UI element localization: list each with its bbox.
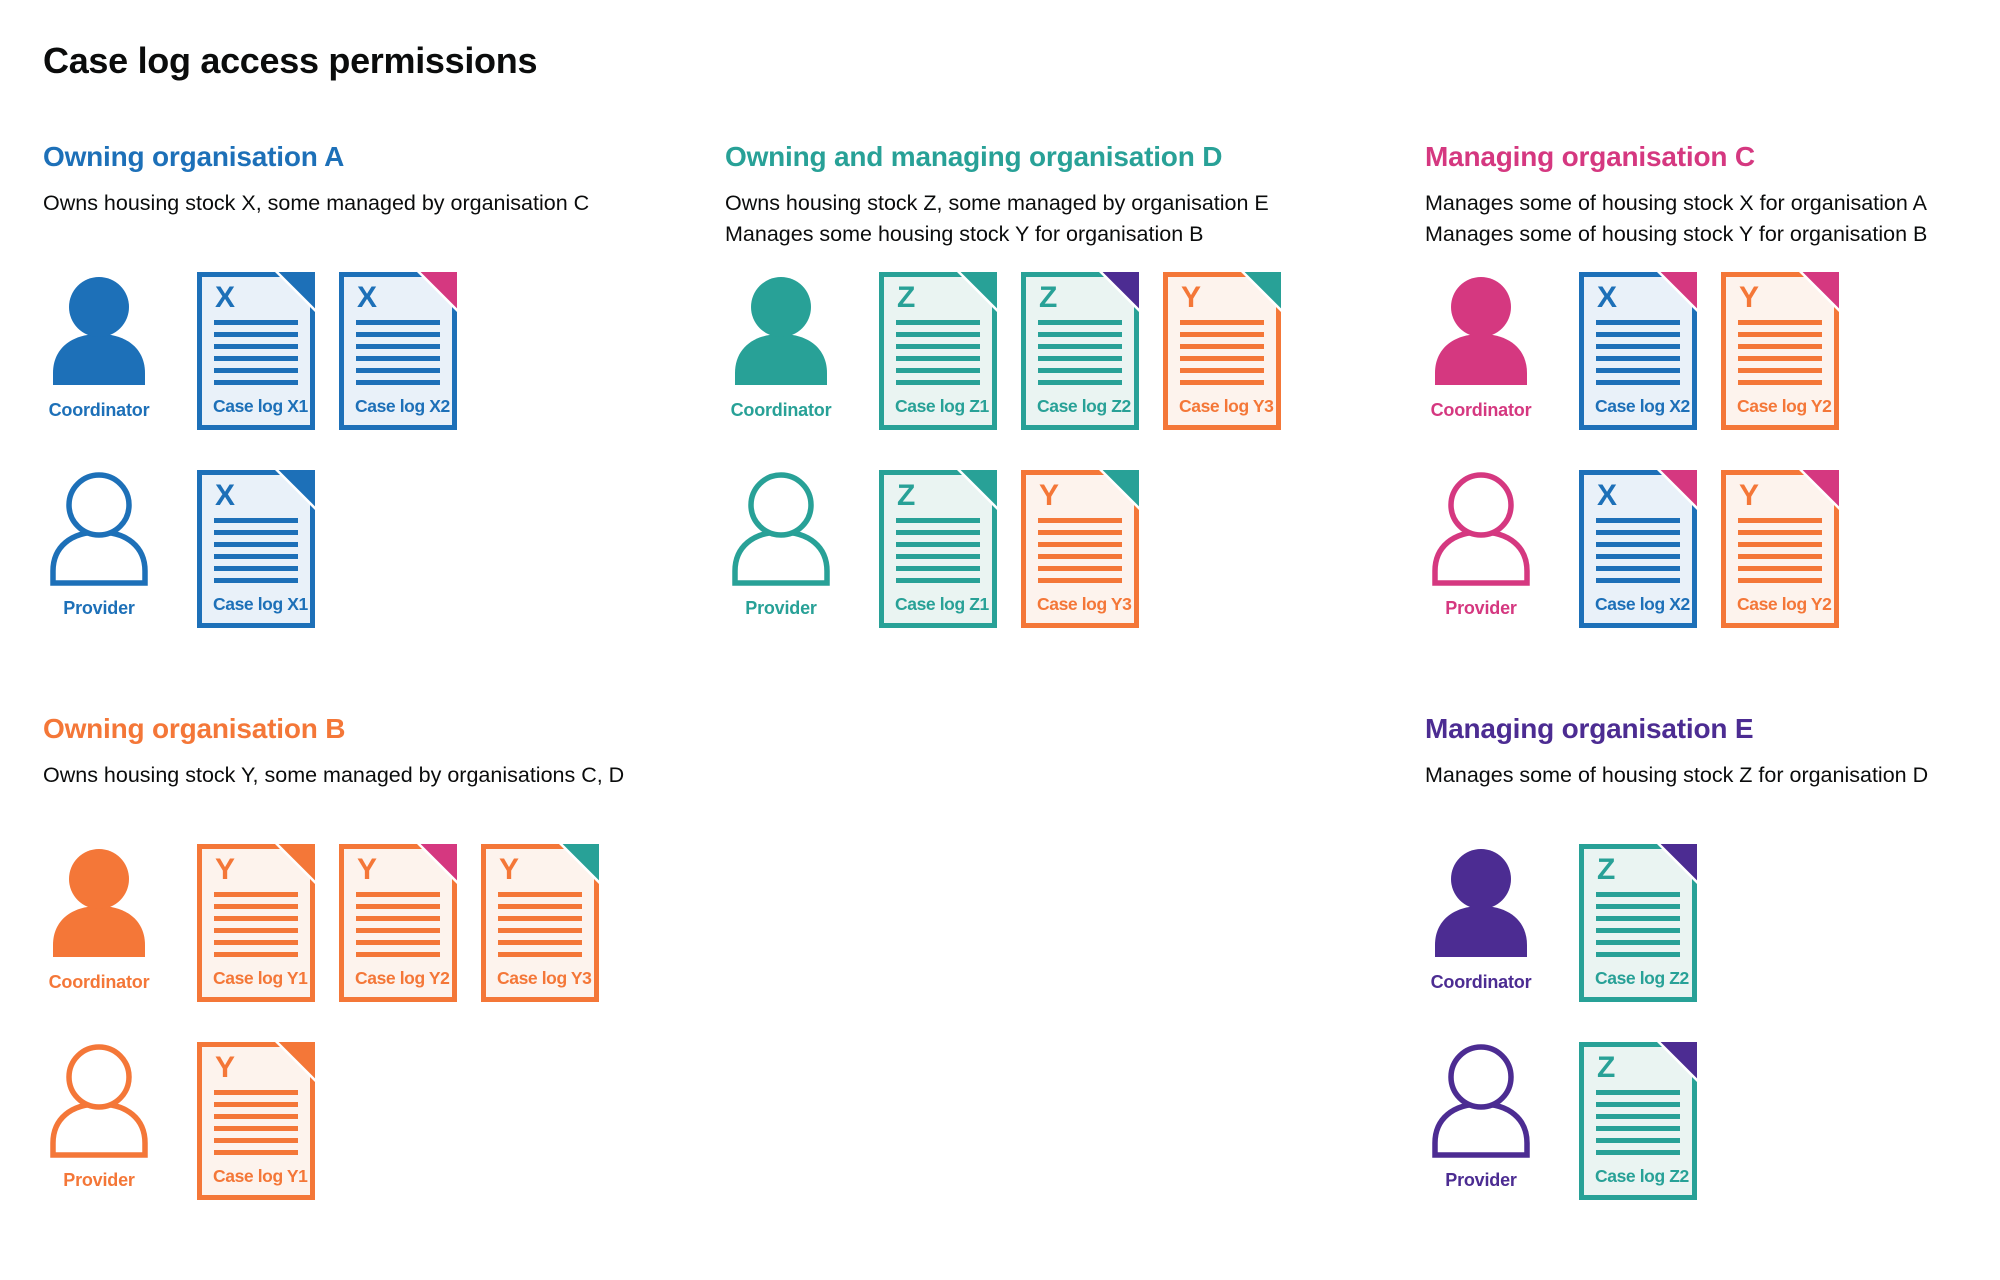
coordinator-row: [1425, 272, 2000, 430]
role-label: Provider: [1445, 598, 1517, 618]
folded-corner-icon: [275, 1042, 315, 1082]
document-label: Case log Y2: [355, 968, 450, 988]
document-letter: Y: [1739, 479, 1760, 512]
role-label: Coordinator: [1430, 400, 1532, 420]
document-label: Case log Z2: [1595, 1166, 1689, 1186]
case-log-document: [879, 470, 997, 628]
document-text-lines: [498, 892, 582, 964]
document-group: [879, 272, 1281, 430]
case-log-document: [879, 272, 997, 430]
document-letter: Y: [215, 1051, 236, 1084]
section-heading: Owning organisation B: [43, 713, 346, 744]
provider-figure: [43, 1048, 155, 1191]
role-label: Coordinator: [48, 972, 150, 992]
document-letter: X: [1597, 479, 1618, 512]
document-letter: Z: [897, 281, 916, 314]
provider-row: [725, 470, 1405, 628]
folded-corner-icon: [275, 470, 315, 510]
section-heading: Managing organisation E: [1425, 713, 1754, 744]
case-log-document: [1579, 844, 1697, 1002]
section-heading: Managing organisation C: [1425, 141, 1755, 172]
case-log-document: [1579, 470, 1697, 628]
case-log-document: [197, 1042, 315, 1200]
provider-figure: [1425, 476, 1537, 619]
section-subtitle: [1425, 760, 2000, 822]
provider-row: [43, 470, 708, 628]
provider-icon: [1430, 476, 1532, 584]
coordinator-icon: [1430, 850, 1532, 958]
document-letter: Z: [1039, 281, 1058, 314]
case-log-document: [1021, 272, 1139, 430]
document-letter: Y: [499, 853, 520, 886]
document-text-lines: [214, 892, 298, 964]
section-subtitle-line: Owns housing stock X, some managed by organisation C: [43, 191, 590, 215]
folded-corner-icon: [1099, 272, 1139, 312]
document-text-lines: [1180, 320, 1264, 392]
case-log-document: [197, 470, 315, 628]
case-log-document: [1721, 272, 1839, 430]
document-label: Case log Y3: [497, 968, 592, 988]
section-subtitle-line: Manages some of housing stock Y for organisation B: [1425, 222, 1928, 246]
coordinator-row: [43, 844, 708, 1002]
coordinator-icon: [730, 278, 832, 386]
document-text-lines: [1038, 320, 1122, 392]
document-letter: X: [215, 479, 236, 512]
case-log-document: [1579, 1042, 1697, 1200]
document-label: Case log X1: [213, 396, 308, 416]
document-label: Case log Y2: [1737, 396, 1832, 416]
section-subtitle-line: Owns housing stock Z, some managed by organisation E: [725, 191, 1269, 215]
section-owning-organisation-a: [43, 140, 708, 628]
document-group: [197, 844, 599, 1002]
coordinator-row: [1425, 844, 2000, 1002]
document-label: Case log Z1: [895, 594, 989, 614]
provider-icon: [1430, 1048, 1532, 1156]
document-label: Case log X1: [213, 594, 308, 614]
folded-corner-icon: [1657, 272, 1697, 312]
document-text-lines: [214, 320, 298, 392]
document-group: [1579, 844, 1697, 1002]
document-text-lines: [1596, 892, 1680, 964]
provider-row: [43, 1042, 708, 1200]
section-subtitle-line: Manages some of housing stock X for organisation A: [1425, 191, 1927, 215]
coordinator-icon: [1430, 278, 1532, 386]
document-label: Case log Z2: [1037, 396, 1131, 416]
role-label: Provider: [63, 598, 135, 618]
document-letter: X: [1597, 281, 1618, 314]
section-heading: Owning organisation A: [43, 141, 345, 172]
document-letter: Z: [1597, 853, 1616, 886]
provider-figure: [43, 476, 155, 619]
document-text-lines: [1738, 320, 1822, 392]
document-label: Case log Z1: [895, 396, 989, 416]
document-letter: Y: [1039, 479, 1060, 512]
document-text-lines: [896, 518, 980, 590]
folded-corner-icon: [559, 844, 599, 884]
document-text-lines: [356, 892, 440, 964]
coordinator-figure: [43, 850, 155, 993]
folded-corner-icon: [275, 272, 315, 312]
role-label: Provider: [63, 1170, 135, 1190]
coordinator-icon: [48, 278, 150, 386]
provider-row: [1425, 470, 2000, 628]
case-log-document: [1163, 272, 1281, 430]
folded-corner-icon: [1241, 272, 1281, 312]
document-label: Case log X2: [355, 396, 450, 416]
section-managing-organisation-e: [1425, 712, 2000, 1200]
provider-figure: [1425, 1048, 1537, 1191]
document-text-lines: [214, 1090, 298, 1162]
case-log-document: [1021, 470, 1139, 628]
document-letter: X: [215, 281, 236, 314]
document-letter: X: [357, 281, 378, 314]
document-text-lines: [1596, 1090, 1680, 1162]
section-subtitle-line: Owns housing stock Y, some managed by organisations C, D: [43, 763, 625, 787]
document-label: Case log Y3: [1037, 594, 1132, 614]
document-text-lines: [896, 320, 980, 392]
document-letter: Y: [1181, 281, 1202, 314]
document-text-lines: [1738, 518, 1822, 590]
folded-corner-icon: [275, 844, 315, 884]
document-text-lines: [1596, 320, 1680, 392]
provider-icon: [730, 476, 832, 584]
document-group: [197, 470, 315, 628]
section-managing-organisation-c: [1425, 140, 2000, 628]
folded-corner-icon: [1657, 470, 1697, 510]
coordinator-icon: [48, 850, 150, 958]
page-title: Case log access permissions: [43, 40, 538, 81]
folded-corner-icon: [957, 470, 997, 510]
role-label: Provider: [745, 598, 817, 618]
provider-icon: [48, 1048, 150, 1156]
folded-corner-icon: [417, 844, 457, 884]
role-label: Coordinator: [1430, 972, 1532, 992]
coordinator-figure: [43, 278, 155, 421]
provider-icon: [48, 476, 150, 584]
coordinator-figure: [1425, 278, 1537, 421]
document-letter: Z: [897, 479, 916, 512]
folded-corner-icon: [1799, 470, 1839, 510]
document-label: Case log Y1: [213, 968, 308, 988]
section-subtitle: [725, 188, 1405, 250]
document-label: Case log Y2: [1737, 594, 1832, 614]
folded-corner-icon: [417, 272, 457, 312]
provider-row: [1425, 1042, 2000, 1200]
document-text-lines: [1596, 518, 1680, 590]
document-letter: Y: [1739, 281, 1760, 314]
document-text-lines: [214, 518, 298, 590]
section-subtitle-line: Manages some of housing stock Z for organisation D: [1425, 763, 1929, 787]
document-group: [879, 470, 1139, 628]
section-owning-organisation-b: [43, 712, 708, 1200]
provider-figure: [725, 476, 837, 619]
coordinator-row: [725, 272, 1405, 430]
case-log-document: [339, 272, 457, 430]
case-log-document: [1721, 470, 1839, 628]
coordinator-row: [43, 272, 708, 430]
case-log-document: [197, 272, 315, 430]
coordinator-figure: [1425, 850, 1537, 993]
section-subtitle-line: Manages some housing stock Y for organisation B: [725, 222, 1204, 246]
role-label: Coordinator: [48, 400, 150, 420]
document-label: Case log Y1: [213, 1166, 308, 1186]
document-label: Case log X2: [1595, 396, 1690, 416]
case-log-document: [339, 844, 457, 1002]
document-group: [1579, 272, 1839, 430]
section-owning-and-managing-organisation-d: [725, 140, 1405, 628]
folded-corner-icon: [957, 272, 997, 312]
coordinator-figure: [725, 278, 837, 421]
role-label: Coordinator: [730, 400, 832, 420]
section-subtitle: [43, 760, 708, 822]
folded-corner-icon: [1657, 1042, 1697, 1082]
document-letter: Y: [357, 853, 378, 886]
role-label: Provider: [1445, 1170, 1517, 1190]
folded-corner-icon: [1657, 844, 1697, 884]
folded-corner-icon: [1799, 272, 1839, 312]
document-label: Case log Y3: [1179, 396, 1274, 416]
case-log-document: [481, 844, 599, 1002]
document-group: [197, 1042, 315, 1200]
section-subtitle: [1425, 188, 2000, 250]
document-label: Case log Z2: [1595, 968, 1689, 988]
case-log-document: [1579, 272, 1697, 430]
case-log-document: [197, 844, 315, 1002]
document-text-lines: [356, 320, 440, 392]
document-letter: Z: [1597, 1051, 1616, 1084]
folded-corner-icon: [1099, 470, 1139, 510]
document-text-lines: [1038, 518, 1122, 590]
document-group: [197, 272, 457, 430]
document-letter: Y: [215, 853, 236, 886]
document-group: [1579, 1042, 1697, 1200]
section-heading: Owning and managing organisation D: [725, 141, 1223, 172]
document-group: [1579, 470, 1839, 628]
document-label: Case log X2: [1595, 594, 1690, 614]
section-subtitle: [43, 188, 708, 250]
